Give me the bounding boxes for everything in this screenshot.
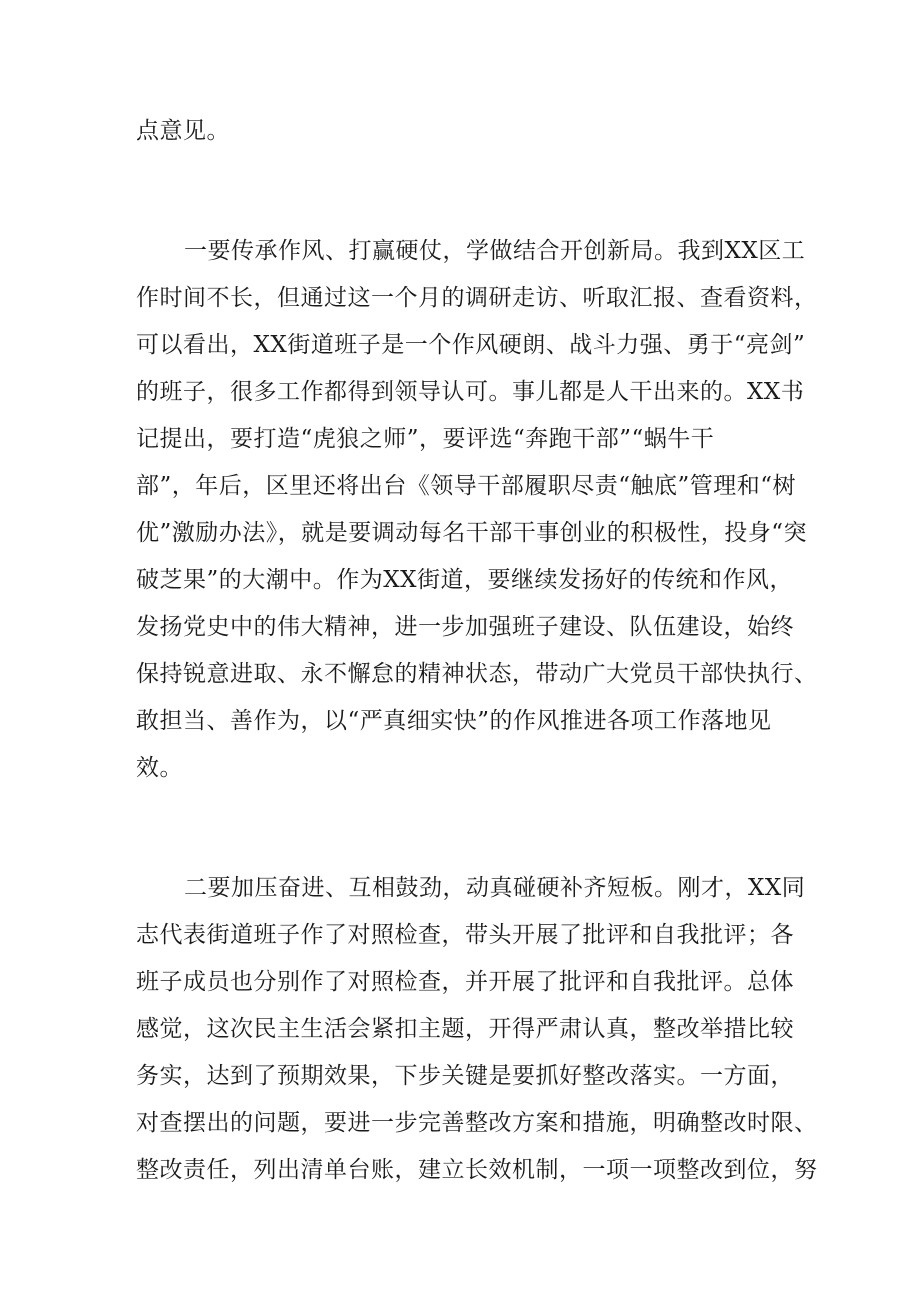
paragraph-line: 班子成员也分别作了对照检查，并开展了批评和自我批评。总体 (136, 969, 794, 995)
paragraph-line: 优”激励办法》，就是要调动每名干部干事创业的积极性，投身“突 (136, 520, 808, 546)
paragraph-line: 敢担当、善作为，以“严真细实快”的作风推进各项工作落地见 (136, 708, 772, 734)
paragraph-line: 可以看出，XX街道班子是一个作风硬朗、战斗力强、勇于“亮剑” (136, 332, 806, 358)
paragraph-line: 点意见。 (136, 118, 230, 144)
paragraph-line: 一要传承作风、打赢硬仗，学做结合开创新局。我到XX区工 (184, 238, 806, 264)
paragraph-line: 志代表街道班子作了对照检查，带头开展了批评和自我批评；各 (136, 922, 794, 948)
paragraph-line: 整改责任，列出清单台账，建立长效机制，一项一项整改到位，努 (136, 1157, 818, 1183)
paragraph-line: 保持锐意进取、永不懈怠的精神状态，带动广大党员干部快执行、 (136, 661, 818, 687)
paragraph-line: 对查摆出的问题，要进一步完善整改方案和措施，明确整改时限、 (136, 1110, 818, 1136)
paragraph-line: 破芝果”的大潮中。作为XX街道，要继续发扬好的传统和作风， (136, 567, 794, 593)
paragraph-line: 作时间不长，但通过这一个月的调研走访、听取汇报、查看资料， (136, 285, 818, 311)
paragraph-line: 务实，达到了预期效果，下步关键是要抓好整改落实。一方面， (136, 1063, 794, 1089)
paragraph-line: 的班子，很多工作都得到领导认可。事儿都是人干出来的。XX书 (136, 379, 805, 405)
paragraph-line: 二要加压奋进、互相鼓劲，动真碰硬补齐短板。刚才，XX同 (184, 875, 806, 901)
paragraph-line: 记提出，要打造“虎狼之师”，要评选“奔跑干部”“蜗牛干 (136, 426, 715, 452)
paragraph-line: 部”，年后，区里还将出台《领导干部履职尽责“触底”管理和“树 (136, 473, 797, 499)
paragraph-line: 发扬党史中的伟大精神，进一步加强班子建设、队伍建设，始终 (136, 614, 794, 640)
paragraph-line: 感觉，这次民主生活会紧扣主题，开得严肃认真，整改举措比较 (136, 1016, 794, 1042)
paragraph-line: 效。 (136, 755, 183, 781)
